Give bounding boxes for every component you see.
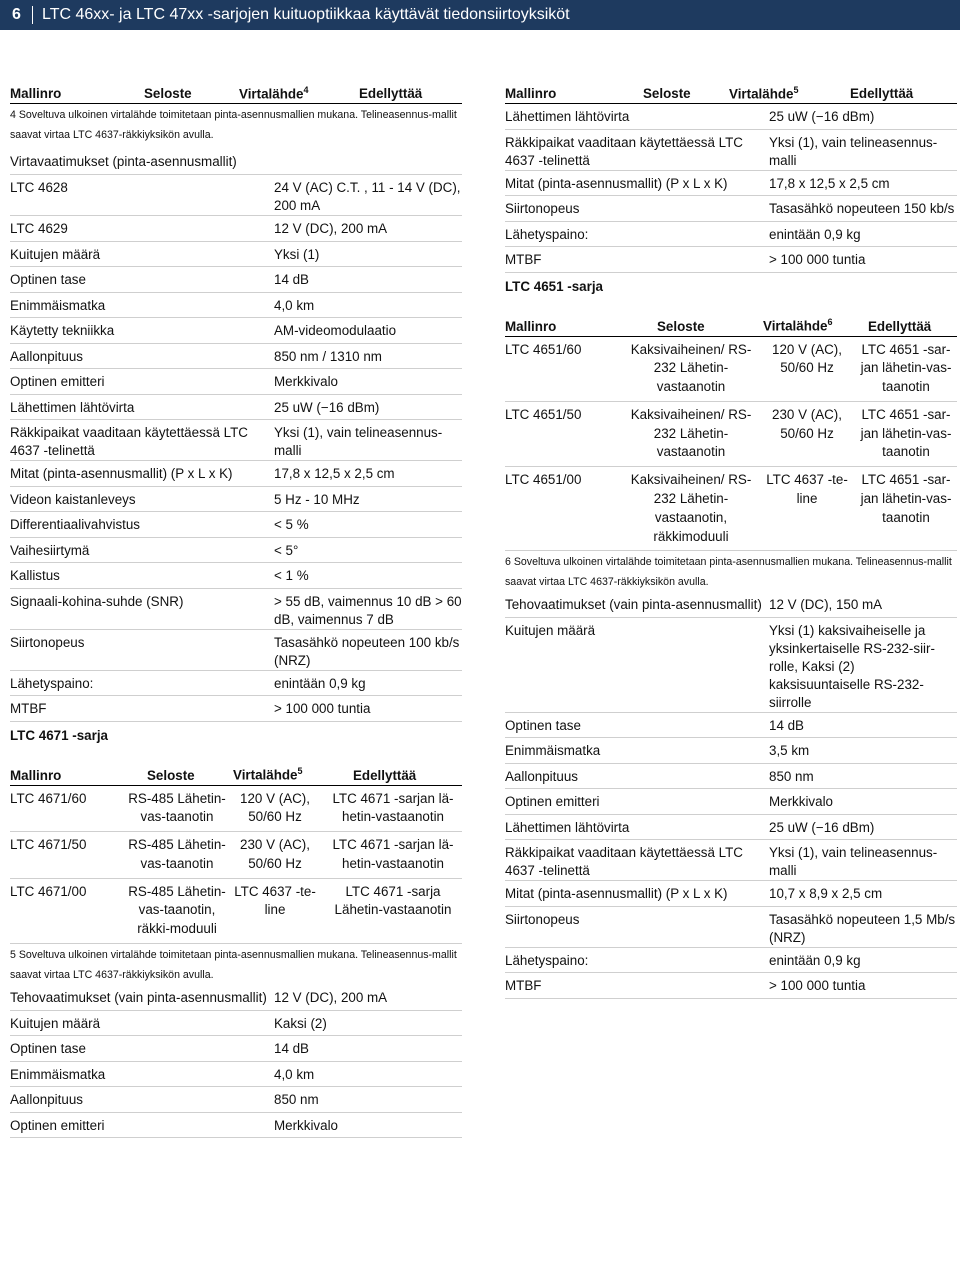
- model-cell: LTC 4651 -sar-jan lähetin-vas-taanotin: [860, 406, 952, 460]
- col-requires: Edellyttää: [359, 86, 423, 101]
- right-column: [505, 78, 957, 999]
- spec-value: Merkkivalo: [274, 1117, 338, 1133]
- spec-table: [505, 104, 957, 273]
- footnote-5: 5 Soveltuva ulkoinen virtalähde toimitetaan pinta-asennusmallien mukana. Telineasennus-mallit saavat virtaa LTC 4637-räkkiyksikön avulla.: [10, 949, 457, 981]
- model-cell: LTC 4651/60: [505, 341, 582, 357]
- model-row: [505, 337, 957, 402]
- spec-row: [10, 1113, 462, 1139]
- spec-value: 850 nm: [274, 1092, 319, 1108]
- spec-value: Merkkivalo: [769, 794, 833, 810]
- spec-value: 850 nm: [769, 768, 814, 784]
- spec-label: Aallonpituus: [10, 348, 83, 364]
- spec-row: [10, 293, 462, 319]
- spec-label: Optinen tase: [10, 1041, 86, 1057]
- model-cell: LTC 4671/00: [10, 883, 87, 899]
- spec-label: Lähetyspaino:: [10, 675, 94, 691]
- spec-label: Siirtonopeus: [10, 634, 85, 650]
- spec-row: [10, 267, 462, 293]
- spec-row: [10, 1087, 462, 1113]
- spec-label: Käytetty tekniikka: [10, 323, 115, 338]
- col-model: Mallinro: [505, 86, 557, 101]
- spec-value: Yksi (1), vain telineasennus-malli: [274, 425, 443, 458]
- spec-value: 14 dB: [274, 1041, 309, 1057]
- spec-value: AM-videomodulaatio: [274, 323, 397, 338]
- spec-value: 24 V (AC) C.T. , 11 - 14 V (DC), 200 mA: [274, 180, 461, 213]
- model-cell: Kaksivaiheinen/ RS-232 Lähetin-vastaanotin: [630, 341, 752, 395]
- spec-label: Optinen tase: [505, 717, 581, 733]
- model-cell: LTC 4651/00: [505, 472, 582, 488]
- spec-row: [10, 216, 462, 242]
- model-cell: LTC 4671 -sarja Lähetin-vastaanotin: [334, 883, 452, 918]
- spec-value: 850 nm / 1310 nm: [274, 348, 382, 364]
- model-row: [10, 832, 462, 879]
- model-row: [10, 879, 462, 944]
- model-cell: LTC 4671/50: [10, 837, 87, 853]
- model-table-header: [10, 760, 462, 786]
- spec-label: Kuitujen määrä: [10, 246, 101, 262]
- spec-label: MTBF: [10, 701, 47, 716]
- spec-row: [505, 764, 957, 790]
- model-cell: LTC 4651/50: [505, 406, 582, 422]
- col-power: Virtalähde$^5$: [729, 84, 799, 101]
- spec-row: [10, 538, 462, 564]
- model-cell: 230 V (AC), 50/60 Hz: [772, 406, 842, 441]
- series-title: LTC 4651 -sarja: [505, 278, 603, 294]
- spec-label: Enimmäismatka: [10, 1066, 106, 1082]
- spec-value: 25 uW (−16 dBm): [769, 109, 875, 124]
- spec-label: Mitat (pinta-asennusmallit) (P x L x K): [505, 886, 728, 902]
- col-power: Virtalähde$^5$: [233, 766, 303, 783]
- spec-label: Lähetyspaino:: [505, 952, 589, 968]
- spec-row: [10, 461, 462, 487]
- spec-value: > 100 000 tuntia: [769, 252, 866, 267]
- spec-row: [10, 318, 462, 344]
- spec-label: Siirtonopeus: [505, 201, 580, 216]
- spec-row: [505, 907, 957, 948]
- spec-label: Enimmäismatka: [10, 297, 106, 313]
- spec-value: 12 V (DC), 150 mA: [769, 597, 883, 613]
- spec-label: LTC 4629: [10, 221, 68, 236]
- col-model: Mallinro: [10, 86, 62, 101]
- spec-label: Siirtonopeus: [505, 911, 580, 927]
- spec-label: Videon kaistanleveys: [10, 491, 136, 507]
- spec-value: 3,5 km: [769, 743, 810, 759]
- page-number: 6: [12, 6, 21, 23]
- spec-row: [10, 630, 462, 671]
- spec-table: [10, 985, 462, 1138]
- spec-label: Signaali-kohina-suhde (SNR): [10, 593, 184, 609]
- spec-row: [505, 171, 957, 197]
- spec-label: Räkkipaikat vaaditaan käytettäessä LTC 4637 -telinettä: [10, 425, 248, 458]
- spec-row: [10, 175, 462, 216]
- spec-label: Lähettimen lähtövirta: [505, 819, 630, 835]
- spec-label: Kallistus: [10, 568, 60, 583]
- spec-label: Lähettimen lähtövirta: [10, 399, 135, 415]
- spec-value: Yksi (1): [274, 246, 320, 262]
- spec-row: [505, 713, 957, 739]
- spec-row: [505, 247, 957, 273]
- spec-row: [10, 344, 462, 370]
- model-row: [505, 402, 957, 467]
- model-cell: 230 V (AC), 50/60 Hz: [240, 837, 310, 871]
- spec-value: Tasasähkö nopeuteen 1,5 Mb/s (NRZ): [769, 911, 956, 945]
- model-cell: LTC 4671/60: [10, 790, 87, 806]
- spec-value: > 100 000 tuntia: [274, 701, 371, 716]
- spec-row: [10, 589, 462, 630]
- col-description: Seloste: [144, 86, 192, 101]
- spec-row: [505, 104, 957, 130]
- spec-row: [10, 487, 462, 513]
- spec-row: [505, 222, 957, 248]
- col-power: Virtalähde$^4$: [239, 84, 309, 101]
- spec-value: Tasasähkö nopeuteen 150 kb/s: [769, 201, 955, 216]
- spec-label: Aallonpituus: [10, 1092, 83, 1108]
- model-cell: 120 V (AC), 50/60 Hz: [772, 341, 842, 376]
- spec-label: Kuitujen määrä: [505, 622, 596, 638]
- model-table-header: [505, 311, 957, 337]
- model-cell: LTC 4671 -sarjan lä-hetin-vastaanotin: [332, 837, 454, 871]
- spec-row: [10, 395, 462, 421]
- footnote-6: 6 Soveltuva ulkoinen virtalähde toimitetaan pinta-asennusmallien mukana. Telineasennus-mallit saavat virtaa LTC 4637-räkkiyksikön avulla.: [505, 556, 952, 588]
- spec-value: enintään 0,9 kg: [274, 675, 366, 691]
- model-table-header: [10, 78, 462, 104]
- model-table: [10, 786, 462, 945]
- model-row: [10, 786, 462, 833]
- spec-row: [505, 973, 957, 999]
- spec-label: MTBF: [505, 252, 542, 267]
- spec-row: [10, 563, 462, 589]
- model-cell: RS-485 Lähetin-vas-taanotin: [128, 837, 226, 871]
- spec-label: Aallonpituus: [505, 768, 578, 784]
- spec-row: [10, 696, 462, 722]
- spec-row: [10, 242, 462, 268]
- col-requires: Edellyttää: [353, 767, 417, 783]
- model-cell: LTC 4651 -sar-jan lähetin-vas-taanotin: [860, 472, 952, 525]
- spec-row: [505, 881, 957, 907]
- spec-label: Räkkipaikat vaaditaan käytettäessä LTC 4637 -telinettä: [505, 845, 743, 879]
- col-requires: Edellyttää: [850, 86, 914, 101]
- spec-row: [505, 618, 957, 713]
- spec-value: 14 dB: [274, 272, 309, 287]
- spec-row: [10, 512, 462, 538]
- page-header: [0, 0, 960, 30]
- spec-value: 10,7 x 8,9 x 2,5 cm: [769, 886, 883, 902]
- spec-row: [505, 840, 957, 881]
- spec-value: 4,0 km: [274, 297, 315, 313]
- model-row: [505, 467, 957, 551]
- page-title: LTC 46xx- ja LTC 47xx -sarjojen kuituoptiikkaa käyttävät tiedonsiirtoyksiköt: [42, 6, 570, 23]
- spec-value: Yksi (1), vain telineasennus-malli: [769, 845, 938, 879]
- spec-value: 25 uW (−16 dBm): [769, 819, 875, 835]
- model-table-header: [505, 78, 957, 104]
- spec-value: > 100 000 tuntia: [769, 978, 866, 994]
- spec-value: 14 dB: [769, 717, 804, 733]
- spec-value: Yksi (1) kaksivaiheiselle ja yksinkertaiselle RS-232-siir-rolle, Kaksi (2) kaksisuuntaiselle RS-232-siirrolle: [769, 622, 935, 710]
- spec-value: enintään 0,9 kg: [769, 226, 861, 242]
- spec-label: Differentiaalivahvistus: [10, 517, 141, 532]
- spec-row: [505, 948, 957, 974]
- spec-row: [10, 420, 462, 461]
- spec-value: < 5°: [274, 542, 299, 558]
- spec-value: Merkkivalo: [274, 374, 338, 389]
- model-cell: LTC 4671 -sarjan lä-hetin-vastaanotin: [332, 790, 454, 825]
- spec-label: Lähettimen lähtövirta: [505, 109, 630, 124]
- series-title: LTC 4671 -sarja: [10, 727, 108, 743]
- spec-row: [505, 789, 957, 815]
- model-cell: LTC 4637 -te-line: [766, 472, 848, 507]
- model-cell: RS-485 Lähetin-vas-taanotin: [128, 790, 226, 825]
- spec-label: Räkkipaikat vaaditaan käytettäessä LTC 4637 -telinettä: [505, 134, 743, 168]
- spec-label: Mitat (pinta-asennusmallit) (P x L x K): [10, 466, 233, 481]
- model-cell: Kaksivaiheinen/ RS-232 Lähetin-vastaanotin, räkkimoduuli: [630, 472, 752, 544]
- col-power: Virtalähde$^6$: [763, 317, 833, 334]
- spec-row: [10, 671, 462, 697]
- spec-row: [505, 815, 957, 841]
- spec-value: 17,8 x 12,5 x 2,5 cm: [274, 466, 395, 481]
- spec-value: Tasasähkö nopeuteen 100 kb/s (NRZ): [274, 634, 460, 668]
- spec-value: 4,0 km: [274, 1066, 315, 1082]
- spec-value: 25 uW (−16 dBm): [274, 399, 380, 415]
- col-description: Seloste: [657, 318, 705, 334]
- spec-label: Optinen emitteri: [10, 374, 105, 389]
- header-divider: [32, 6, 33, 24]
- spec-label: Tehovaatimukset (vain pinta-asennusmallit): [505, 597, 762, 613]
- spec-row: [10, 369, 462, 395]
- col-requires: Edellyttää: [868, 318, 932, 334]
- spec-value: 5 Hz - 10 MHz: [274, 491, 360, 507]
- footnote-4: 4 Soveltuva ulkoinen virtalähde toimitetaan pinta-asennusmallien mukana. Telineasennus-mallit saavat virtaa LTC 4637-räkkiyksikön avulla.: [10, 109, 457, 141]
- power-heading: Virtavaatimukset (pinta-asennusmallit): [10, 145, 462, 175]
- model-cell: Kaksivaiheinen/ RS-232 Lähetin-vastaanotin: [630, 406, 752, 460]
- spec-row: [505, 738, 957, 764]
- col-model: Mallinro: [10, 767, 62, 783]
- spec-value: Kaksi (2): [274, 1015, 327, 1031]
- spec-label: Mitat (pinta-asennusmallit) (P x L x K): [505, 175, 728, 191]
- spec-value: 12 V (DC), 200 mA: [274, 221, 388, 236]
- left-column: [10, 78, 462, 1138]
- spec-row: [505, 196, 957, 222]
- spec-label: Kuitujen määrä: [10, 1015, 101, 1031]
- spec-row: [505, 592, 957, 618]
- model-cell: LTC 4637 -te-line: [234, 883, 316, 918]
- spec-value: < 5 %: [274, 517, 309, 532]
- spec-table: [505, 592, 957, 999]
- spec-label: Optinen tase: [10, 272, 86, 287]
- spec-label: Optinen emitteri: [505, 794, 600, 810]
- spec-row: [10, 985, 462, 1011]
- spec-label: Lähetyspaino:: [505, 226, 589, 242]
- model-table: [505, 337, 957, 552]
- col-description: Seloste: [643, 86, 691, 101]
- spec-row: [10, 1036, 462, 1062]
- spec-row: [10, 1011, 462, 1037]
- spec-value: 17,8 x 12,5 x 2,5 cm: [769, 175, 890, 191]
- spec-label: Tehovaatimukset (vain pinta-asennusmallit): [10, 990, 267, 1006]
- spec-label: Vaihesiirtymä: [10, 542, 90, 558]
- spec-label: MTBF: [505, 978, 542, 994]
- spec-row: [505, 130, 957, 171]
- spec-label: LTC 4628: [10, 180, 68, 195]
- spec-value: > 55 dB, vaimennus 10 dB > 60 dB, vaimennus 7 dB: [274, 593, 462, 627]
- col-description: Seloste: [147, 767, 195, 783]
- col-model: Mallinro: [505, 318, 557, 334]
- spec-table: [10, 175, 462, 722]
- spec-label: Enimmäismatka: [505, 743, 601, 759]
- model-cell: 120 V (AC), 50/60 Hz: [240, 790, 310, 825]
- model-cell: RS-485 Lähetin-vas-taanotin, räkki-moduuli: [128, 883, 226, 937]
- spec-value: enintään 0,9 kg: [769, 952, 861, 968]
- spec-row: [10, 1062, 462, 1088]
- spec-value: < 1 %: [274, 568, 309, 583]
- model-cell: LTC 4651 -sar-jan lähetin-vas-taanotin: [860, 341, 952, 395]
- spec-value: 12 V (DC), 200 mA: [274, 990, 388, 1006]
- spec-label: Optinen emitteri: [10, 1117, 105, 1133]
- spec-value: Yksi (1), vain telineasennus-malli: [769, 134, 938, 168]
